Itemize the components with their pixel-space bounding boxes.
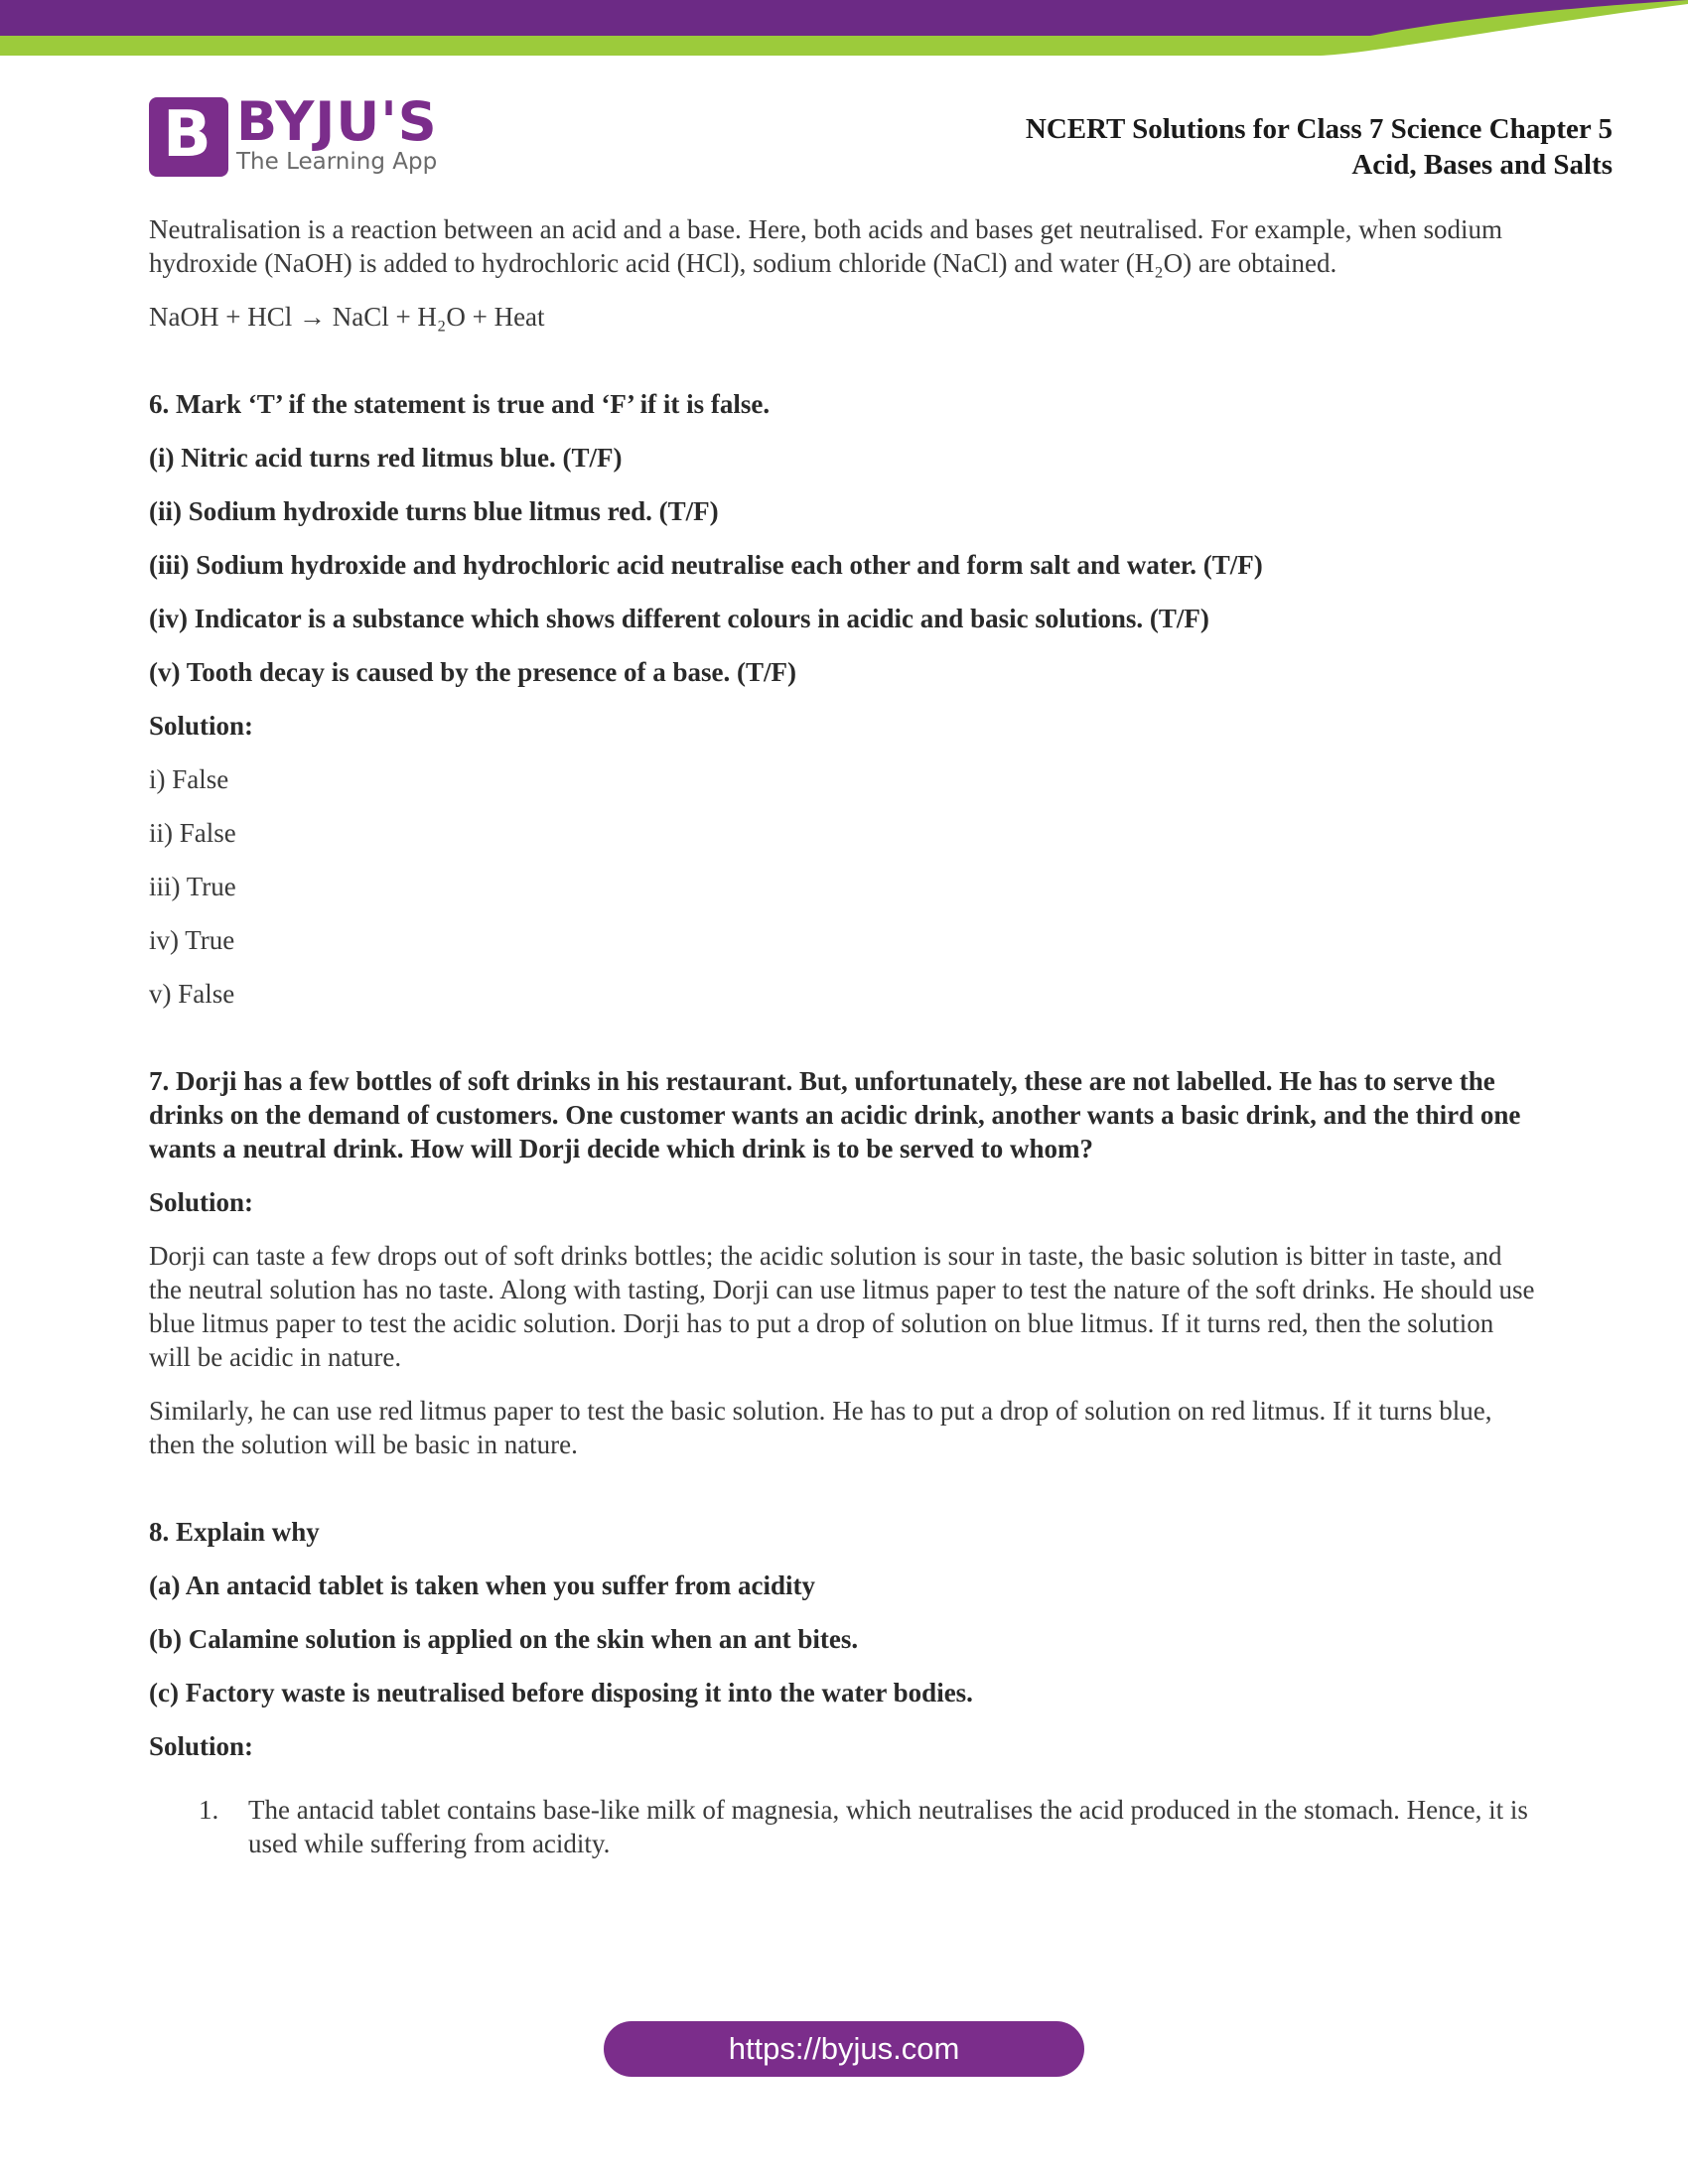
- q6-statement: (iii) Sodium hydroxide and hydrochloric acid neutralise each other and form salt and water. (T/F): [149, 550, 1263, 580]
- q8-part: (a) An antacid tablet is taken when you suffer from acidity: [149, 1570, 816, 1600]
- q8-answer-item: [149, 1793, 1539, 1860]
- logo-tagline: The Learning App: [236, 149, 438, 175]
- question-8: 8. Explain why: [149, 1517, 320, 1547]
- q6-answer: ii) False: [149, 818, 236, 848]
- q7-solution-label: Solution:: [149, 1187, 254, 1217]
- q6-statement: (ii) Sodium hydroxide turns blue litmus red. (T/F): [149, 496, 719, 526]
- header-decorative-band: [0, 0, 1688, 62]
- q8-part: (c) Factory waste is neutralised before disposing it into the water bodies.: [149, 1678, 973, 1707]
- neutralisation-equation: NaOH + HCl → NaCl + H₂O + Heat: [149, 302, 545, 332]
- q6-statement: (v) Tooth decay is caused by the presence of a base. (T/F): [149, 657, 796, 687]
- q8-answer-text: The antacid tablet contains base-like milk of magnesia, which neutralises the acid produced in the stomach. Hence, it is used while suffering from acidity.: [248, 1795, 1528, 1858]
- q7-solution-paragraph: Similarly, he can use red litmus paper to test the basic solution. He has to put a drop of solution on red litmus. If it turns blue, then the solution will be basic in nature.: [149, 1396, 1492, 1459]
- q8-solution-label: Solution:: [149, 1731, 254, 1761]
- q6-solution-label: Solution:: [149, 711, 254, 741]
- q6-answer: v) False: [149, 979, 235, 1009]
- document-title: [1026, 111, 1613, 183]
- q6-statement: (iv) Indicator is a substance which shows different colours in acidic and basic solutions. (T/F): [149, 604, 1209, 633]
- q6-answer: iii) True: [149, 872, 236, 901]
- list-number: 1.: [199, 1795, 219, 1825]
- q6-statement: (i) Nitric acid turns red litmus blue. (T/F): [149, 443, 623, 473]
- byjus-logo: [149, 90, 447, 181]
- q7-solution-paragraph: Dorji can taste a few drops out of soft drinks bottles; the acidic solution is sour in taste, the basic solution is bitter in taste, and the neutral solution has no taste. Along with tasting, Dorji can use litmus paper to test the nature of the soft drinks. He should use blue litmus paper to test the acidic solution. Dorji has to put a drop of solution on blue litmus. If it turns red, then the solution will be acidic in nature.: [149, 1241, 1535, 1372]
- document-title-line-1: NCERT Solutions for Class 7 Science Chapter 5: [1025, 113, 1613, 145]
- logo-name: BYJU'S: [236, 90, 438, 153]
- q8-part: (b) Calamine solution is applied on the skin when an ant bites.: [149, 1624, 859, 1654]
- q6-answer: iv) True: [149, 925, 235, 955]
- q6-answer: i) False: [149, 764, 229, 794]
- document-title-line-2: Acid, Bases and Salts: [1351, 149, 1613, 181]
- intro-paragraph: Neutralisation is a reaction between an acid and a base. Here, both acids and bases get neutralised. For example, when sodium hydroxide (NaOH) is added to hydrochloric acid (HCl), sodium chloride (NaCl) and water (H₂O) are obtained.: [149, 214, 1503, 278]
- footer-website-link[interactable]: https://byjus.com: [604, 2021, 1084, 2077]
- logo-b-icon: B: [149, 97, 228, 177]
- question-6: 6. Mark ‘T’ if the statement is true and ‘F’ if it is false.: [149, 389, 771, 419]
- question-7: 7. Dorji has a few bottles of soft drinks in his restaurant. But, unfortunately, these are not labelled. He has to serve the drinks on the demand of customers. One customer wants an acidic drink, another wants a basic drink, and the third one wants a neutral drink. How will Dorji decide which drink is to be served to whom?: [149, 1066, 1521, 1163]
- page-content: [149, 212, 1539, 1880]
